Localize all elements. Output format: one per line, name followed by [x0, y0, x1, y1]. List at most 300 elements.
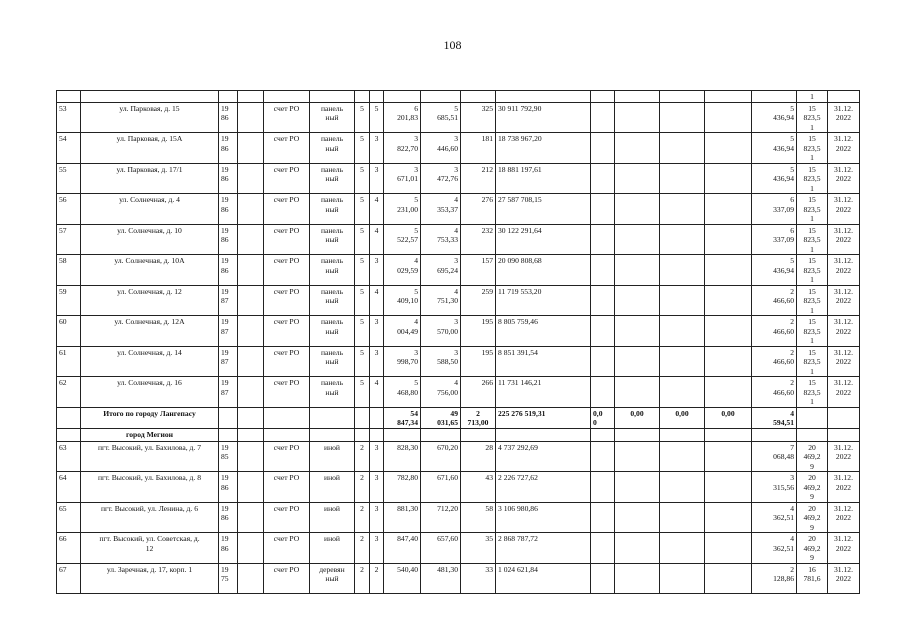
empty-cell — [705, 255, 752, 286]
total-row — [57, 407, 860, 428]
empty-cell — [615, 224, 660, 255]
cost-cell: 1 024 621,84 — [496, 563, 591, 593]
total-area-cell: 5 409,10 — [384, 285, 421, 316]
cost-cell: 20 090 808,68 — [496, 255, 591, 286]
row-number-cell: 59 — [57, 285, 81, 316]
address-cell: ул. Парковая, д. 15А — [81, 133, 219, 164]
floors-cell: 5 — [355, 163, 370, 194]
empty-cell — [591, 502, 615, 533]
floors-cell: 5 — [355, 285, 370, 316]
floors-cell: 5 — [355, 255, 370, 286]
max-cost-cell: 15 823,5 1 — [797, 224, 828, 255]
empty-cell — [591, 472, 615, 503]
table-row — [57, 346, 860, 377]
empty-cell — [615, 316, 660, 347]
empty-cell — [615, 163, 660, 194]
empty-cell — [591, 377, 615, 408]
table-row — [57, 377, 860, 408]
material-cell: панель ный — [310, 285, 355, 316]
table-row — [57, 502, 860, 533]
residents-cell: 325 — [461, 102, 496, 133]
fund-cell: счет РО — [264, 285, 310, 316]
empty-cell — [615, 441, 660, 472]
empty-cell — [238, 285, 264, 316]
empty-cell — [660, 533, 705, 564]
deadline-cell: 31.12. 2022 — [828, 377, 860, 408]
residents-cell: 259 — [461, 285, 496, 316]
living-area-cell: 3 588,50 — [421, 346, 461, 377]
year-cell: 19 86 — [219, 163, 238, 194]
unit-cost-cell: 6 337,09 — [752, 224, 797, 255]
residents-cell: 33 — [461, 563, 496, 593]
living-area-cell: 3 570,00 — [421, 316, 461, 347]
cost-cell: 27 587 708,15 — [496, 194, 591, 225]
row-number-cell: 57 — [57, 224, 81, 255]
residents-cell: 195 — [461, 346, 496, 377]
floors-cell: 2 — [355, 472, 370, 503]
fund-cell: счет РО — [264, 472, 310, 503]
total-area-cell: 3 671,01 — [384, 163, 421, 194]
entrances-cell: 3 — [370, 133, 384, 164]
material-cell: иной — [310, 533, 355, 564]
empty-cell — [591, 194, 615, 225]
row-number-cell: 63 — [57, 441, 81, 472]
empty-cell — [615, 285, 660, 316]
empty-cell — [705, 563, 752, 593]
floors-cell: 2 — [355, 441, 370, 472]
table-row — [57, 102, 860, 133]
total-area-cell: 881,30 — [384, 502, 421, 533]
floors-cell: 5 — [355, 346, 370, 377]
subtotal-cell: 0,0 0 — [591, 407, 615, 428]
empty-cell — [310, 428, 355, 441]
empty-cell — [828, 407, 860, 428]
unit-cost-cell: 5 436,94 — [752, 133, 797, 164]
empty-cell — [615, 194, 660, 225]
floors-cell: 5 — [355, 316, 370, 347]
capital-repair-table — [56, 90, 860, 594]
empty-cell — [828, 428, 860, 441]
living-area-cell: 4 751,30 — [421, 285, 461, 316]
deadline-cell: 31.12. 2022 — [828, 533, 860, 564]
material-cell: панель ный — [310, 224, 355, 255]
unit-cost-average: 4 594,51 — [752, 407, 797, 428]
row-number-cell: 67 — [57, 563, 81, 593]
deadline-cell: 31.12. 2022 — [828, 316, 860, 347]
max-cost-cell: 15 823,5 1 — [797, 194, 828, 225]
empty-cell — [238, 563, 264, 593]
table-row — [57, 255, 860, 286]
cost-cell: 18 881 197,61 — [496, 163, 591, 194]
living-area-cell: 671,60 — [421, 472, 461, 503]
empty-cell — [238, 533, 264, 564]
deadline-cell: 31.12. 2022 — [828, 194, 860, 225]
total-area-cell: 828,30 — [384, 441, 421, 472]
empty-cell — [238, 224, 264, 255]
material-cell: панель ный — [310, 255, 355, 286]
continuation-row — [57, 91, 860, 103]
total-area-cell: 5 522,57 — [384, 224, 421, 255]
address-cell: пгт. Высокий, ул. Советская, д. 12 — [81, 533, 219, 564]
living-area-cell: 3 695,24 — [421, 255, 461, 286]
cost-cell: 8 805 759,46 — [496, 316, 591, 347]
empty-cell — [797, 428, 828, 441]
empty-cell — [705, 533, 752, 564]
living-area-cell: 3 472,76 — [421, 163, 461, 194]
living-area-cell: 4 756,00 — [421, 377, 461, 408]
max-cost-cell: 15 823,5 1 — [797, 163, 828, 194]
row-number-cell: 60 — [57, 316, 81, 347]
cost-cell: 4 737 292,69 — [496, 441, 591, 472]
year-cell: 19 87 — [219, 285, 238, 316]
cost-cell: 3 106 980,86 — [496, 502, 591, 533]
entrances-cell: 3 — [370, 255, 384, 286]
floors-cell: 5 — [355, 133, 370, 164]
cost-cell: 11 719 553,20 — [496, 285, 591, 316]
empty-cell — [238, 502, 264, 533]
deadline-cell: 31.12. 2022 — [828, 163, 860, 194]
empty-cell — [615, 533, 660, 564]
empty-cell — [591, 316, 615, 347]
empty-cell — [660, 194, 705, 225]
empty-cell — [660, 133, 705, 164]
entrances-cell: 4 — [370, 224, 384, 255]
max-cost-cell: 1 — [797, 91, 828, 103]
address-cell: ул. Солнечная, д. 10А — [81, 255, 219, 286]
floors-cell: 5 — [355, 194, 370, 225]
address-cell: ул. Солнечная, д. 12 — [81, 285, 219, 316]
unit-cost-cell: 5 436,94 — [752, 255, 797, 286]
empty-cell — [615, 428, 660, 441]
max-cost-cell: 20 469,2 9 — [797, 441, 828, 472]
unit-cost-cell: 7 068,48 — [752, 441, 797, 472]
year-cell: 19 86 — [219, 502, 238, 533]
total-area-cell: 782,80 — [384, 472, 421, 503]
living-area-sum: 49 031,65 — [421, 407, 461, 428]
material-cell: панель ный — [310, 102, 355, 133]
empty-cell — [591, 441, 615, 472]
floors-cell: 5 — [355, 224, 370, 255]
entrances-cell: 4 — [370, 377, 384, 408]
unit-cost-cell: 5 436,94 — [752, 163, 797, 194]
row-number-cell: 58 — [57, 255, 81, 286]
row-number-cell: 62 — [57, 377, 81, 408]
empty-cell — [57, 428, 81, 441]
empty-cell — [384, 428, 421, 441]
floors-cell: 5 — [355, 377, 370, 408]
row-number-cell: 61 — [57, 346, 81, 377]
living-area-cell: 3 446,60 — [421, 133, 461, 164]
living-area-cell: 670,20 — [421, 441, 461, 472]
address-cell: ул. Солнечная, д. 16 — [81, 377, 219, 408]
max-cost-cell: 15 823,5 1 — [797, 255, 828, 286]
residents-cell: 35 — [461, 533, 496, 564]
fund-cell: счет РО — [264, 441, 310, 472]
entrances-cell: 3 — [370, 502, 384, 533]
empty-cell — [238, 346, 264, 377]
fund-cell: счет РО — [264, 563, 310, 593]
row-number-cell: 65 — [57, 502, 81, 533]
empty-cell — [264, 428, 310, 441]
address-cell: ул. Парковая, д. 17/1 — [81, 163, 219, 194]
table-row — [57, 472, 860, 503]
living-area-cell: 481,30 — [421, 563, 461, 593]
material-cell: деревян ный — [310, 563, 355, 593]
entrances-cell: 3 — [370, 441, 384, 472]
deadline-cell: 31.12. 2022 — [828, 502, 860, 533]
empty-cell — [705, 472, 752, 503]
entrances-cell: 2 — [370, 563, 384, 593]
empty-cell — [660, 377, 705, 408]
empty-cell — [615, 563, 660, 593]
entrances-cell: 3 — [370, 163, 384, 194]
deadline-cell: 31.12. 2022 — [828, 285, 860, 316]
unit-cost-cell: 3 315,56 — [752, 472, 797, 503]
max-cost-cell: 20 469,2 9 — [797, 533, 828, 564]
row-number-cell: 54 — [57, 133, 81, 164]
address-cell: ул. Солнечная, д. 10 — [81, 224, 219, 255]
empty-cell — [219, 428, 238, 441]
empty-cell — [355, 407, 370, 428]
empty-cell — [591, 255, 615, 286]
floors-cell: 2 — [355, 533, 370, 564]
empty-cell — [615, 502, 660, 533]
table-row — [57, 563, 860, 593]
fund-cell: счет РО — [264, 316, 310, 347]
unit-cost-cell: 4 362,51 — [752, 533, 797, 564]
table-row — [57, 285, 860, 316]
total-area-sum: 54 847,34 — [384, 407, 421, 428]
empty-cell — [370, 407, 384, 428]
table-row — [57, 133, 860, 164]
city-header: город Мегион — [81, 428, 219, 441]
entrances-cell: 3 — [370, 316, 384, 347]
entrances-cell: 3 — [370, 346, 384, 377]
residents-cell: 28 — [461, 441, 496, 472]
material-cell: иной — [310, 441, 355, 472]
entrances-cell: 4 — [370, 194, 384, 225]
empty-cell — [219, 407, 238, 428]
unit-cost-cell: 2 466,60 — [752, 316, 797, 347]
empty-cell — [615, 102, 660, 133]
empty-cell — [591, 133, 615, 164]
material-cell: панель ный — [310, 346, 355, 377]
unit-cost-cell: 2 466,60 — [752, 377, 797, 408]
unit-cost-cell: 6 337,09 — [752, 194, 797, 225]
empty-cell — [660, 472, 705, 503]
floors-cell: 5 — [355, 102, 370, 133]
empty-cell — [705, 163, 752, 194]
fund-cell: счет РО — [264, 224, 310, 255]
row-number-cell: 53 — [57, 102, 81, 133]
deadline-cell: 31.12. 2022 — [828, 563, 860, 593]
address-cell: пгт. Высокий, ул. Бахилова, д. 8 — [81, 472, 219, 503]
empty-cell — [421, 428, 461, 441]
entrances-cell: 3 — [370, 533, 384, 564]
empty-cell — [705, 224, 752, 255]
empty-cell — [705, 502, 752, 533]
max-cost-cell: 15 823,5 1 — [797, 133, 828, 164]
empty-cell — [660, 285, 705, 316]
empty-cell — [238, 407, 264, 428]
max-cost-cell: 15 823,5 1 — [797, 377, 828, 408]
fund-cell: счет РО — [264, 163, 310, 194]
table-row — [57, 533, 860, 564]
material-cell: панель ный — [310, 316, 355, 347]
living-area-cell: 4 353,37 — [421, 194, 461, 225]
unit-cost-cell: 2 128,86 — [752, 563, 797, 593]
empty-cell — [238, 377, 264, 408]
address-cell: ул. Солнечная, д. 12А — [81, 316, 219, 347]
table-row — [57, 163, 860, 194]
residents-cell: 181 — [461, 133, 496, 164]
empty-cell — [264, 407, 310, 428]
row-number-cell: 64 — [57, 472, 81, 503]
empty-cell — [591, 563, 615, 593]
empty-cell — [705, 194, 752, 225]
residents-cell: 266 — [461, 377, 496, 408]
deadline-cell: 31.12. 2022 — [828, 255, 860, 286]
cost-cell: 11 731 146,21 — [496, 377, 591, 408]
year-cell: 19 87 — [219, 377, 238, 408]
total-area-cell: 540,40 — [384, 563, 421, 593]
fund-cell: счет РО — [264, 533, 310, 564]
fund-cell: счет РО — [264, 377, 310, 408]
year-cell: 19 87 — [219, 316, 238, 347]
empty-cell — [238, 163, 264, 194]
empty-cell — [615, 346, 660, 377]
deadline-cell: 31.12. 2022 — [828, 224, 860, 255]
material-cell: панель ный — [310, 377, 355, 408]
deadline-cell: 31.12. 2022 — [828, 441, 860, 472]
empty-cell — [615, 377, 660, 408]
total-area-cell: 6 201,83 — [384, 102, 421, 133]
residents-sum: 2 713,00 — [461, 407, 496, 428]
deadline-cell: 31.12. 2022 — [828, 102, 860, 133]
year-cell: 19 86 — [219, 255, 238, 286]
total-area-cell: 5 231,00 — [384, 194, 421, 225]
year-cell: 19 86 — [219, 224, 238, 255]
empty-cell — [591, 346, 615, 377]
year-cell: 19 75 — [219, 563, 238, 593]
empty-cell — [705, 377, 752, 408]
floors-cell: 2 — [355, 502, 370, 533]
empty-cell — [615, 255, 660, 286]
year-cell: 19 86 — [219, 133, 238, 164]
fund-cell: счет РО — [264, 346, 310, 377]
empty-cell — [660, 441, 705, 472]
unit-cost-cell: 5 436,94 — [752, 102, 797, 133]
empty-cell — [238, 133, 264, 164]
living-area-cell: 5 685,51 — [421, 102, 461, 133]
address-cell: ул. Заречная, д. 17, корп. 1 — [81, 563, 219, 593]
fund-cell: счет РО — [264, 502, 310, 533]
page-number: 108 — [443, 38, 462, 52]
total-area-cell: 5 468,80 — [384, 377, 421, 408]
empty-cell — [370, 428, 384, 441]
max-cost-cell: 15 823,5 1 — [797, 316, 828, 347]
deadline-cell: 31.12. 2022 — [828, 133, 860, 164]
subtotal-cell: 0,00 — [660, 407, 705, 428]
residents-cell: 232 — [461, 224, 496, 255]
empty-cell — [797, 407, 828, 428]
empty-cell — [705, 316, 752, 347]
fund-cell: счет РО — [264, 102, 310, 133]
empty-cell — [615, 472, 660, 503]
subtotal-cell: 0,00 — [615, 407, 660, 428]
table-row — [57, 441, 860, 472]
total-label: Итого по городу Лангепасу — [81, 407, 219, 428]
empty-cell — [705, 285, 752, 316]
residents-cell: 195 — [461, 316, 496, 347]
deadline-cell: 31.12. 2022 — [828, 472, 860, 503]
max-cost-cell: 15 823,5 1 — [797, 346, 828, 377]
empty-cell — [660, 163, 705, 194]
living-area-cell: 657,60 — [421, 533, 461, 564]
entrances-cell: 4 — [370, 285, 384, 316]
empty-cell — [752, 428, 797, 441]
material-cell: панель ный — [310, 163, 355, 194]
empty-cell — [591, 285, 615, 316]
empty-cell — [705, 428, 752, 441]
row-number-cell: 56 — [57, 194, 81, 225]
empty-cell — [591, 533, 615, 564]
year-cell: 19 86 — [219, 533, 238, 564]
empty-cell — [355, 428, 370, 441]
total-area-cell: 847,40 — [384, 533, 421, 564]
material-cell: панель ный — [310, 194, 355, 225]
cost-cell: 30 911 792,90 — [496, 102, 591, 133]
row-number-cell: 55 — [57, 163, 81, 194]
entrances-cell: 5 — [370, 102, 384, 133]
address-cell: ул. Парковая, д. 15 — [81, 102, 219, 133]
max-cost-cell: 15 823,5 1 — [797, 285, 828, 316]
empty-cell — [660, 255, 705, 286]
empty-cell — [57, 407, 81, 428]
empty-cell — [238, 428, 264, 441]
empty-cell — [496, 428, 591, 441]
residents-cell: 276 — [461, 194, 496, 225]
unit-cost-cell: 2 466,60 — [752, 346, 797, 377]
residents-cell: 157 — [461, 255, 496, 286]
empty-cell — [238, 316, 264, 347]
year-cell: 19 86 — [219, 472, 238, 503]
empty-cell — [238, 194, 264, 225]
total-area-cell: 3 822,70 — [384, 133, 421, 164]
empty-cell — [660, 102, 705, 133]
table-row — [57, 194, 860, 225]
cost-cell: 18 738 967,20 — [496, 133, 591, 164]
residents-cell: 58 — [461, 502, 496, 533]
material-cell: иной — [310, 472, 355, 503]
floors-cell: 2 — [355, 563, 370, 593]
empty-cell — [238, 102, 264, 133]
empty-cell — [705, 441, 752, 472]
max-cost-cell: 20 469,2 9 — [797, 502, 828, 533]
empty-cell — [238, 255, 264, 286]
fund-cell: счет РО — [264, 133, 310, 164]
empty-cell — [615, 133, 660, 164]
total-area-cell: 4 004,49 — [384, 316, 421, 347]
unit-cost-cell: 2 466,60 — [752, 285, 797, 316]
empty-cell — [591, 102, 615, 133]
cost-sum: 225 276 519,31 — [496, 407, 591, 428]
fund-cell: счет РО — [264, 255, 310, 286]
empty-cell — [238, 441, 264, 472]
empty-cell — [660, 224, 705, 255]
empty-cell — [660, 563, 705, 593]
empty-cell — [238, 472, 264, 503]
